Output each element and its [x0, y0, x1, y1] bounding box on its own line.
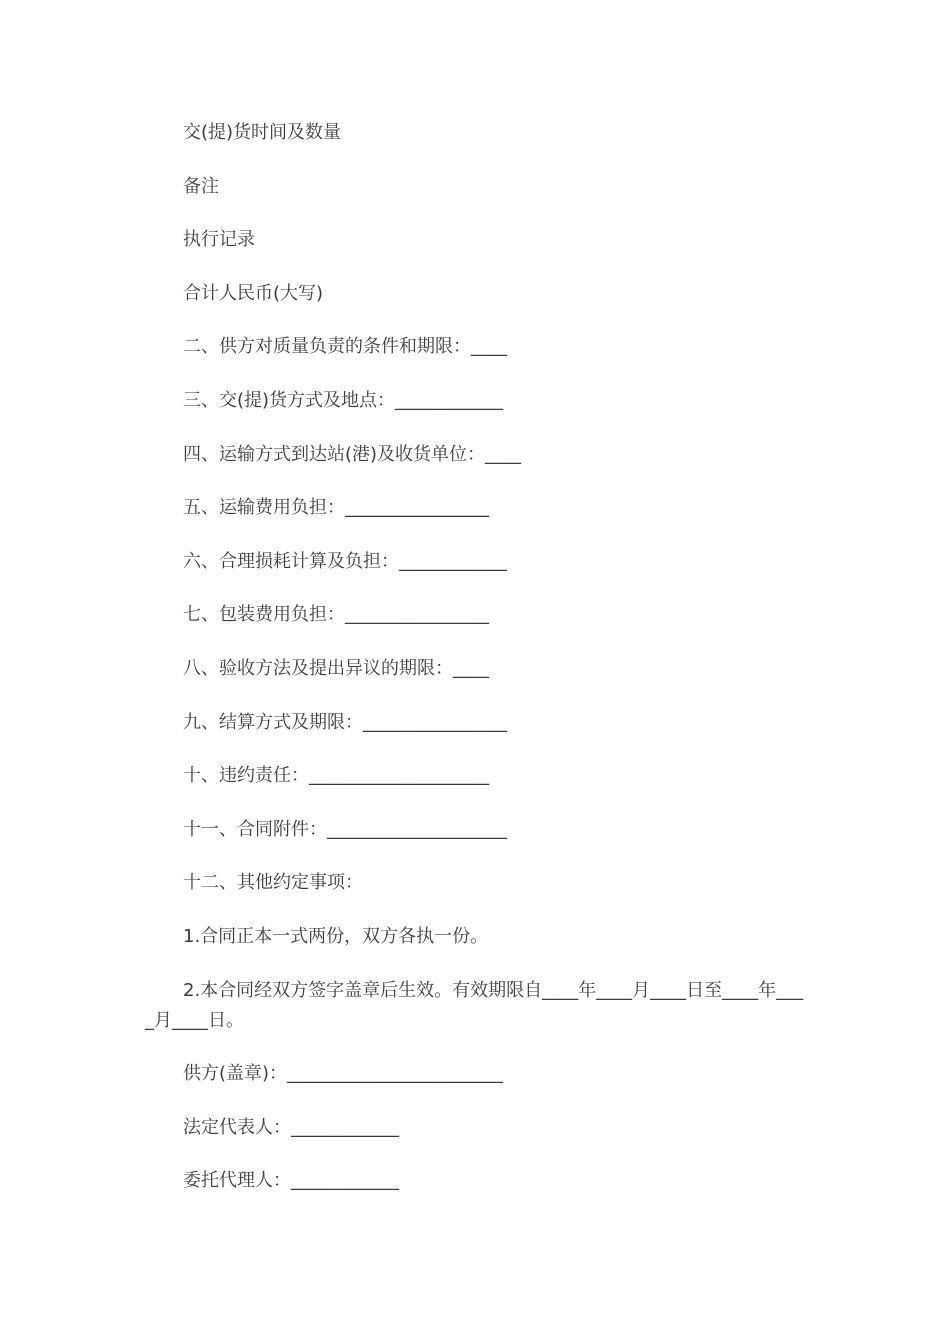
clause-5: 五、运输费用负担：________________: [183, 497, 489, 519]
authorized-agent-line: 委托代理人：____________: [183, 1170, 399, 1192]
clause-11: 十一、合同附件：____________________: [183, 818, 507, 840]
line-execution-record: 执行记录: [183, 229, 255, 251]
line-total-rmb: 合计人民币(大写): [183, 282, 324, 304]
clause-9: 九、结算方式及期限：________________: [183, 711, 507, 733]
supplier-seal-line: 供方(盖章)：________________________: [183, 1063, 504, 1084]
legal-representative-line: 法定代表人：____________: [183, 1116, 399, 1138]
clause-3: 三、交(提)货方式及地点：____________: [183, 389, 504, 411]
document-page: [145, 118, 810, 1220]
clause-7: 七、包装费用负担：________________: [183, 604, 489, 626]
line-delivery-time: 交(提)货时间及数量: [183, 122, 342, 143]
clause-10: 十、违约责任：____________________: [183, 765, 489, 787]
line-remarks: 备注: [183, 175, 219, 197]
clause-12: 十二、其他约定事项：: [183, 872, 363, 894]
clause-12-item-2: 2.本合同经双方签字盖章后生效。有效期限自____年____月____日至____年____月____日。: [145, 979, 804, 1031]
clause-6: 六、合理损耗计算及负担：____________: [183, 550, 507, 572]
clause-4: 四、运输方式到达站(港)及收货单位：____: [183, 443, 522, 465]
clause-12-item-1: 1.合同正本一式两份，双方各执一份。: [183, 925, 489, 947]
clause-8: 八、验收方法及提出异议的期限：____: [183, 657, 489, 679]
clause-2: 二、供方对质量负责的条件和期限：____: [183, 336, 507, 358]
